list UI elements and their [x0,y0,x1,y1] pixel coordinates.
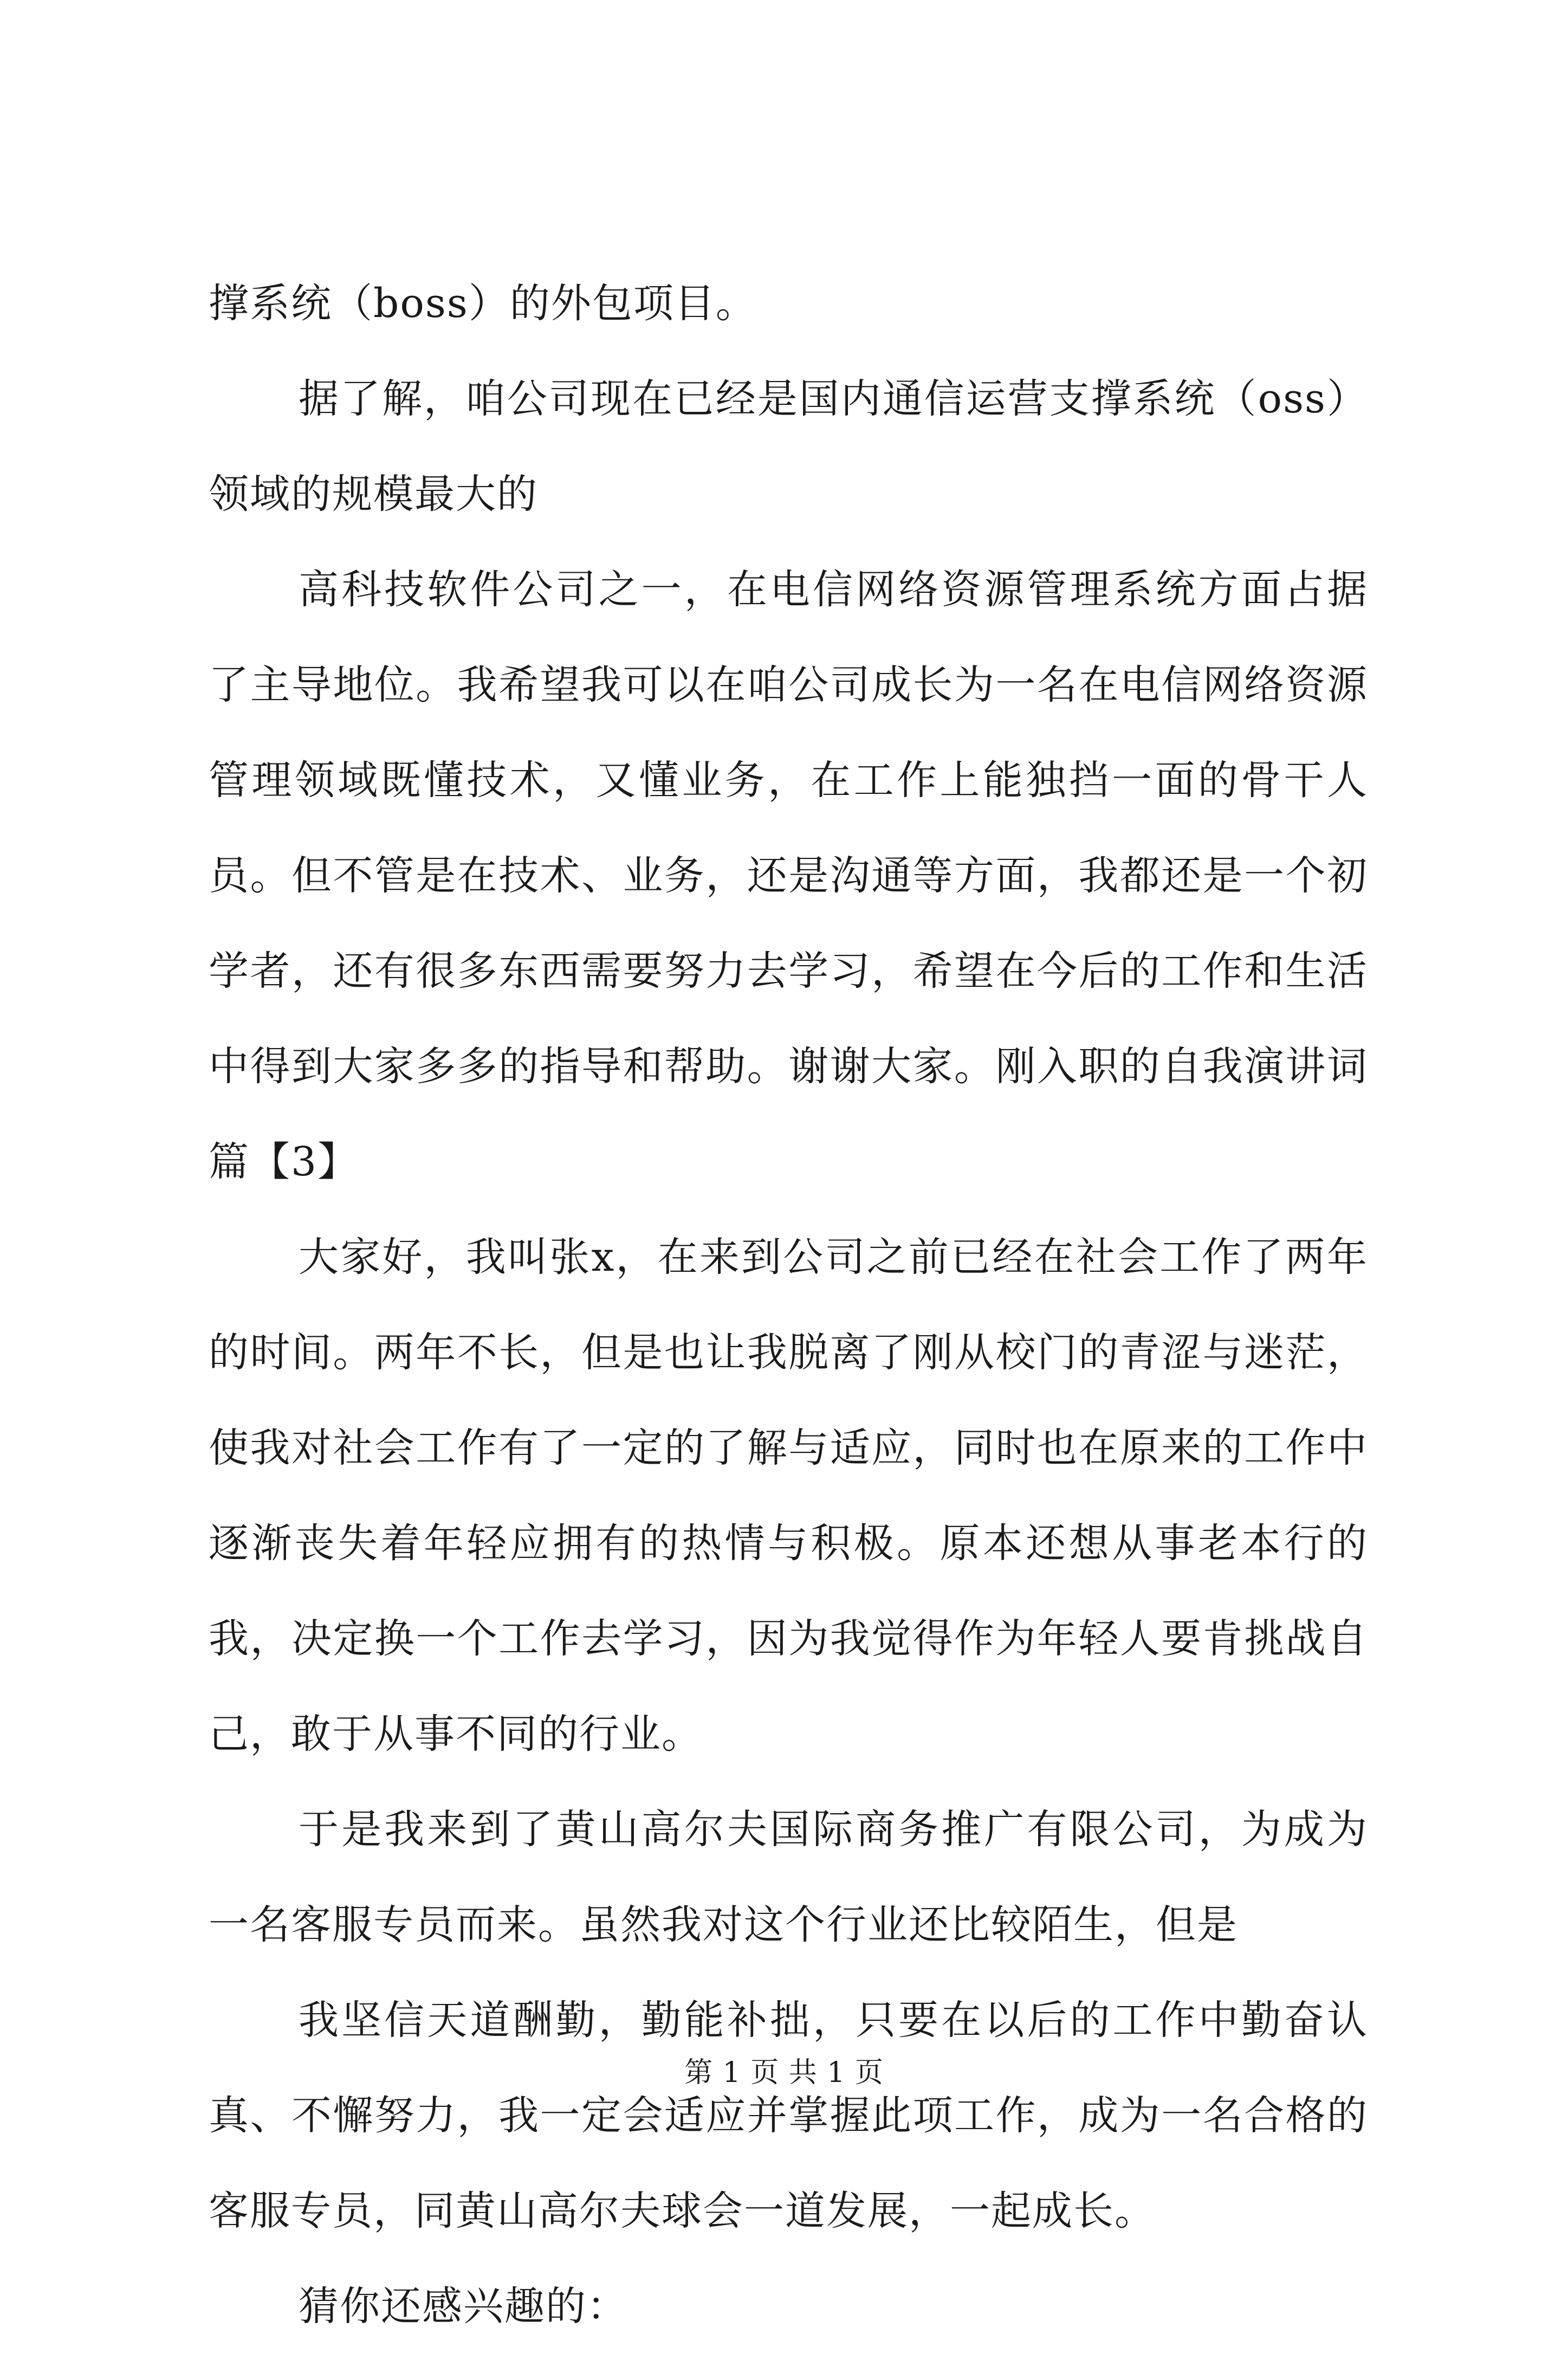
paragraph-4: 大家好，我叫张x，在来到公司之前已经在社会工作了两年的时间。两年不长，但是也让我脱离了刚从校门的青涩与迷茫，使我对社会工作有了一定的了解与适应，同时也在原来的工作中逐渐丧失着年轻应拥有的热情与积极。原本还想从事老本行的我，决定换一个工作去学习，因为我觉得作为年轻人要肯挑战自己，敢于从事不同的行业。 [209,1234,1368,1757]
paragraph-1: 撑系统（boss）的外包项目。 [209,280,757,327]
paragraph-5: 于是我来到了黄山高尔夫国际商务推广有限公司，为成为一名客服专员而来。虽然我对这个行业还比较陌生，但是 [209,1806,1368,1948]
page-number-label: 第 1 页 共 1 页 [684,2056,884,2089]
page-footer [0,2054,1568,2092]
paragraph-6: 我坚信天道酬勤，勤能补拙，只要在以后的工作中勤奋认真、不懈努力，我一定会适应并掌握此项工作，成为一名合格的客服专员，同黄山高尔夫球会一道发展，一起成长。 [209,1997,1368,2234]
paragraph-2: 据了解，咱公司现在已经是国内通信运营支撑系统（oss）领域的规模最大的 [209,376,1368,518]
paragraph-7: 猜你还感兴趣的： [299,2283,628,2330]
paragraph-3: 高科技软件公司之一，在电信网络资源管理系统方面占据了主导地位。我希望我可以在咱公司成长为一名在电信网络资源管理领域既懂技术，又懂业务，在工作上能独挡一面的骨干人员。但不管是在技术、业务，还是沟通等方面，我都还是一个初学者，还有很多东西需要努力去学习，希望在今后的工作和生活中得到大家多多的指导和帮助。谢谢大家。刚入职的自我演讲词篇【3】 [209,566,1368,1185]
document-body [209,256,1368,2354]
